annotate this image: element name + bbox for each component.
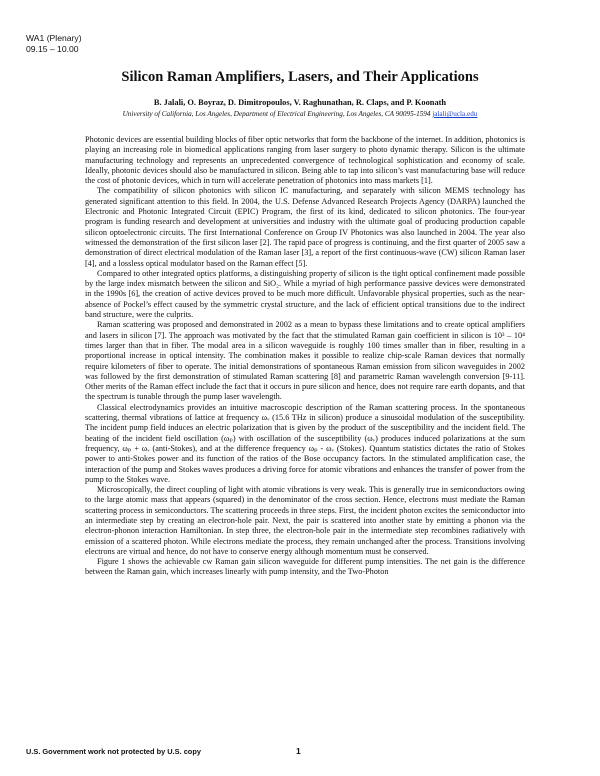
session-header <box>26 33 82 55</box>
body-text <box>85 135 525 578</box>
email-link[interactable]: jalali@ucla.edu <box>432 110 478 118</box>
affiliation-text: University of California, Los Angeles, Department of Electrical Engineering, Los Angeles, CA 90095-1594 <box>122 110 431 118</box>
paragraph: Microscopically, the direct coupling of light with atomic vibrations is very weak. This is generally true in semiconductors owing to the large atomic mass that appears (squared) in the denominator of the cross section. Hence, electrons must mediate the Raman scattering process in semiconductors. The scattering proceeds in three steps. First, the incident photon excites the semiconductor into an intermediate step by creating an electron-hole pair. Next, the pair is scattered into another state by emitting a phonon via the electron-phonon interaction Hamiltonian. In step three, the electron-hole pair in the intermediate step recombines radiatively with emission of a scattered photon. While electrons mediate the process, they remain unchanged after the process. Transitions involving electrons are virtual and hence, do not have to conserve energy although momentum must be conserved. <box>85 485 525 556</box>
paragraph: Raman scattering was proposed and demonstrated in 2002 as a mean to bypass these limitations and to create optical amplifiers and lasers in silicon [7]. The approach was motivated by the fact that the stimulated Raman gain coefficient in silicon is 10³ – 10⁴ times larger than that in fiber. The modal area in a silicon waveguide is roughly 100 times smaller than in fiber, resulting in a proportional increase in optical intensity. The combination makes it possible to realize chip-scale Raman devices that normally require kilometers of fiber to operate. The initial demonstrations of spontaneous Raman emission from silicon waveguides in 2002 was followed by the first demonstration of stimulated Raman scattering [8] and parametric Raman wavelength conversion [9-11]. Other merits of the Raman effect include the fact that it occurs in pure silicon and hence, does not require rare earth dopants, and that the spectrum is tunable through the pump laser wavelength. <box>85 320 525 402</box>
session-time: 09.15 – 10.00 <box>26 44 79 54</box>
paper-title: Silicon Raman Amplifiers, Lasers, and Their Applications <box>121 69 479 85</box>
paragraph: Compared to other integrated optics platforms, a distinguishing property of silicon is the tight optical confinement made possible by the large index mismatch between the silicon and SiO₂. While a myriad of high performance passive devices were demonstrated in the 1990s [6], the creation of active devices proved to be much more difficult. Unfavorable physical properties, such as the near-absence of Pockel’s effect caused by the symmetric crystal structure, and the lack of efficient optical transitions due to the indirect band structure, were the culprits. <box>85 268 525 320</box>
paragraph: Photonic devices are essential building blocks of fiber optic networks that form the backbone of the internet. In addition, photonics is playing an increasing role in biomedical applications ranging from laser surgery to photo dynamic therapy. Silicon is the ultimate manufacturing technology and represents an unprecedented convergence of technological sophistication and economy of scale. Ideally, photonic devices should also be manufactured in silicon. Being able to tap into silicon’s vast manufacturing base will reduce the cost of photonic devices, which in turn will accelerate penetration of photonics into mass markets [1]. <box>85 135 525 186</box>
paragraph: The compatibility of silicon photonics with silicon IC manufacturing, and separately with silicon MEMS technology has generated significant attention to this field. In 2004, the U.S. Defense Advanced Research Projects Agency (DARPA) launched the Electronic and Photonic Integrated Circuit (EPIC) Program, the first of its kind, dedicated to silicon photonics. The four-year program is funding research and development at universities and industry with the ultimate goal of producing production capable silicon optoelectronic circuits. The first International Conference on Group IV Photonics was also launched in 2004. The year also witnessed the demonstration of the first silicon laser [2]. The rapid pace of progress is continuing, and the first quarter of 2005 saw a demonstration of direct electrical modulation of the Raman laser [3], a report of the first continuous-wave (CW) silicon Raman laser [4], and a lossless optical modulator based on the Raman effect [5]. <box>85 186 525 268</box>
author-list: B. Jalali, O. Boyraz, D. Dimitropoulos, V. Raghunathan, R. Claps, and P. Koonath <box>153 98 447 107</box>
paragraph: Figure 1 shows the achievable cw Raman gain silicon waveguide for different pump intensities. The net gain is the difference between the Raman gain, which increases linearly with pump intensity, and the Two-Photon <box>85 557 525 577</box>
affiliation <box>0 110 600 119</box>
paragraph: Classical electrodynamics provides an intuitive macroscopic description of the Raman scattering process. In the spontaneous scattering, thermal vibrations of lattice at frequency ωᵥ (15.6 THz in silicon) produce a sinusoidal modulation of the susceptibility. The incident pump field induces an electric polarization that is given by the product of the susceptibility and the incident field. The beating of the incident field oscillation (ωₚ) with oscillation of the susceptibility (ωᵥ) produces induced polarizations at the sum frequency, ωₚ + ωᵥ (anti-Stokes), and at the difference frequency ωₚ - ωᵥ (Stokes). Quantum statistics dictates the ratio of Stokes power to anti-Stokes power and its function of the ratios of the Bose occupancy factors. In the stimulated amplification case, the interaction of the pump and Stokes waves produces a driving force for atomic vibrations and enhances the transfer of power from the pump to the Stokes wave. <box>85 402 525 484</box>
session-code: WA1 (Plenary) <box>26 33 82 43</box>
page-number: 1 <box>296 746 301 756</box>
copyright-notice: U.S. Government work not protected by U.S. copy <box>26 747 201 756</box>
